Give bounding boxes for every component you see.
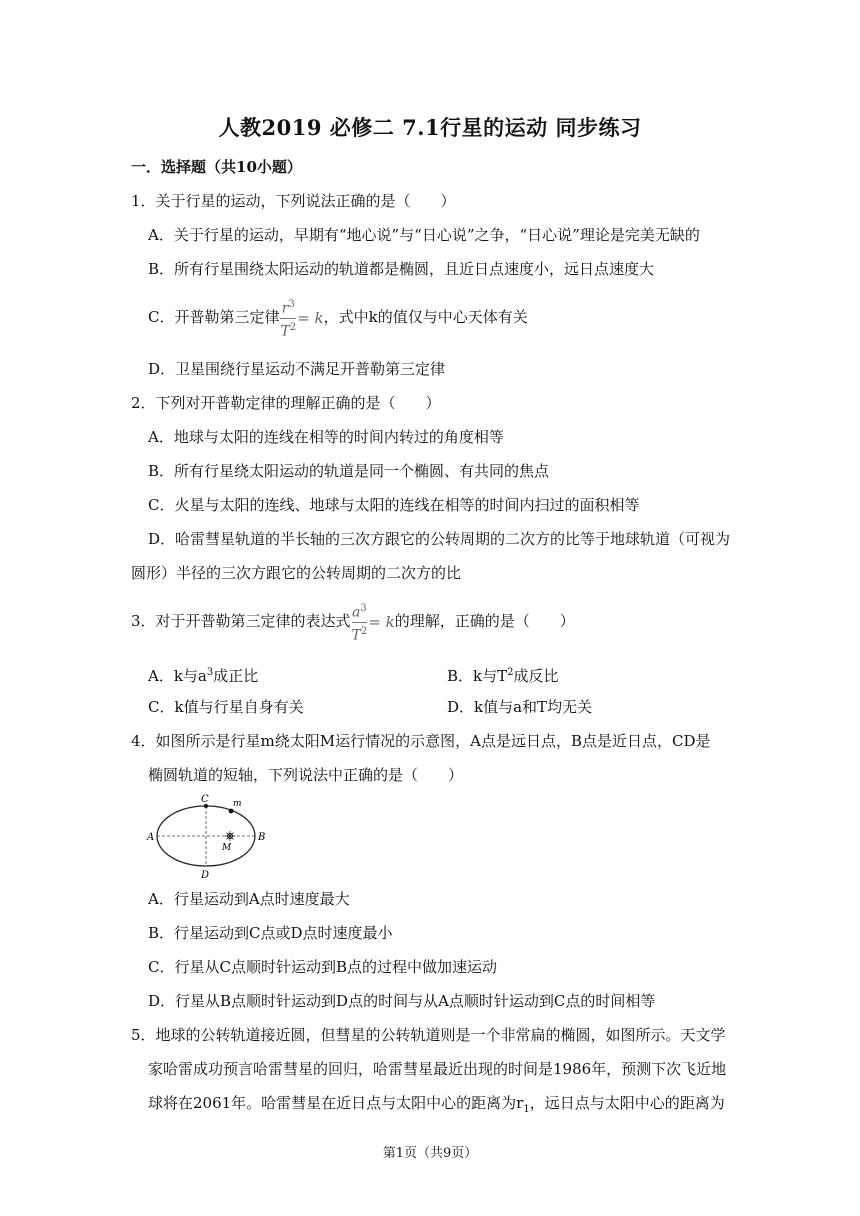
q1-formula-denominator: T (280, 323, 290, 340)
q5-line3 (148, 1093, 725, 1120)
q3-formula-equals: = k (368, 613, 395, 631)
orbit-diagram (143, 792, 273, 880)
q3-formula-den-exp: 2 (360, 625, 368, 637)
q1-formula-numerator: r (281, 300, 289, 317)
q3-option-b-sup: 2 (507, 667, 514, 678)
label-a: A (147, 832, 155, 843)
q2-option-a: A．地球与太阳的连线在相等的时间内转过的角度相等 (148, 428, 504, 446)
q2-option-d-line2: 圆形）半径的三次方跟它的公转周期的二次方的比 (131, 564, 462, 582)
q3-option-b (447, 663, 559, 686)
q5-line3-text: 球将在2061年。哈雷彗星在近日点与太阳中心的距离为r (148, 1094, 524, 1112)
q3-option-b-suffix: 成反比 (513, 667, 559, 685)
q5-line3-suffix: ，远日点与太阳中心的距离为 (529, 1094, 725, 1112)
q3-stem (131, 598, 575, 645)
q1-option-c-suffix: ，式中k的值仅与中心天体有关 (323, 308, 528, 326)
q1-formula-equals: = k (297, 309, 324, 327)
label-c: C (201, 794, 209, 805)
q1-option-d: D．卫星围绕行星运动不满足开普勒第三定律 (148, 360, 446, 378)
q1-formula-num-exp: 3 (288, 298, 295, 310)
label-sun-m: M (222, 843, 232, 853)
planet-m-dot (229, 809, 234, 814)
label-d: D (201, 870, 210, 880)
q3-option-b-text: B．k与T (447, 667, 508, 685)
label-m: m (233, 799, 242, 809)
q2-option-b: B．所有行星绕太阳运动的轨道是同一个椭圆、有共同的焦点 (148, 462, 550, 480)
q4-option-b: B．行星运动到C点或D点时速度最小 (148, 924, 393, 942)
q1-formula (280, 297, 296, 339)
q4-option-a: A．行星运动到A点时速度最大 (148, 890, 350, 908)
q3-formula (352, 601, 368, 643)
q1-formula-den-exp: 2 (289, 321, 297, 333)
q4-stem-line1: 4．如图所示是行星m绕太阳M运行情况的示意图，A点是远日点，B点是近日点，CD是 (131, 732, 711, 750)
q1-option-b: B．所有行星围绕太阳运动的轨道都是椭圆，且近日点速度小，远日点速度大 (148, 260, 655, 278)
label-b: B (258, 832, 266, 843)
q2-option-c: C．火星与太阳的连线、地球与太阳的连线在相等的时间内扫过的面积相等 (148, 496, 640, 514)
q1-option-c-prefix: C．开普勒第三定律 (148, 308, 280, 326)
q3-formula-denominator: T (351, 627, 361, 644)
q5-line2: 家哈雷成功预言哈雷彗星的回归，哈雷彗星最近出现的时间是1986年，预测下次飞近地 (148, 1060, 727, 1078)
q3-stem-suffix: 的理解，正确的是（ ） (394, 612, 575, 630)
q3-stem-prefix: 3．对于开普勒第三定律的表达式 (131, 612, 351, 630)
q3-formula-num-exp: 3 (360, 602, 367, 614)
q3-formula-numerator: a (352, 604, 361, 621)
q2-option-d-line1: D．哈雷彗星轨道的半长轴的三次方跟它的公转周期的二次方的比等于地球轨道（可视为 (148, 530, 731, 548)
q1-stem: 1．关于行星的运动，下列说法正确的是（ ） (131, 192, 456, 210)
q4-option-d: D．行星从B点顺时针运动到D点的时间与从A点顺时针运动到C点的时间相等 (148, 992, 656, 1010)
q1-option-c (148, 294, 528, 341)
sun-icon (225, 831, 235, 841)
page-footer: 第1页（共9页） (382, 1146, 478, 1161)
q3-option-a-sup: 3 (206, 667, 214, 678)
page-title: 人教2019 必修二 7.1行星的运动 同步练习 (218, 115, 642, 140)
q4-option-c: C．行星从C点顺时针运动到B点的过程中做加速运动 (148, 958, 497, 976)
q3-option-a (148, 663, 258, 686)
q4-stem-line2: 椭圆轨道的短轴，下列说法中正确的是（ ） (148, 766, 464, 784)
q1-option-a: A．关于行星的运动，早期有“地心说”与“日心说”之争，“日心说”理论是完美无缺的 (148, 226, 700, 244)
section-heading: 一．选择题（共10小题） (131, 158, 302, 176)
q3-option-c: C．k值与行星自身有关 (148, 698, 304, 716)
q5-line1: 5．地球的公转轨道接近圆，但彗星的公转轨道则是一个非常扁的椭圆，如图所示。天文学 (131, 1026, 726, 1044)
q3-option-a-text: A．k与a (148, 667, 207, 685)
q3-option-d: D．k值与a和T均无关 (447, 698, 593, 716)
q5-line3-sub: 1 (523, 1104, 530, 1115)
q2-stem: 2．下列对开普勒定律的理解正确的是（ ） (131, 394, 441, 412)
q3-option-a-suffix: 成正比 (213, 667, 259, 685)
